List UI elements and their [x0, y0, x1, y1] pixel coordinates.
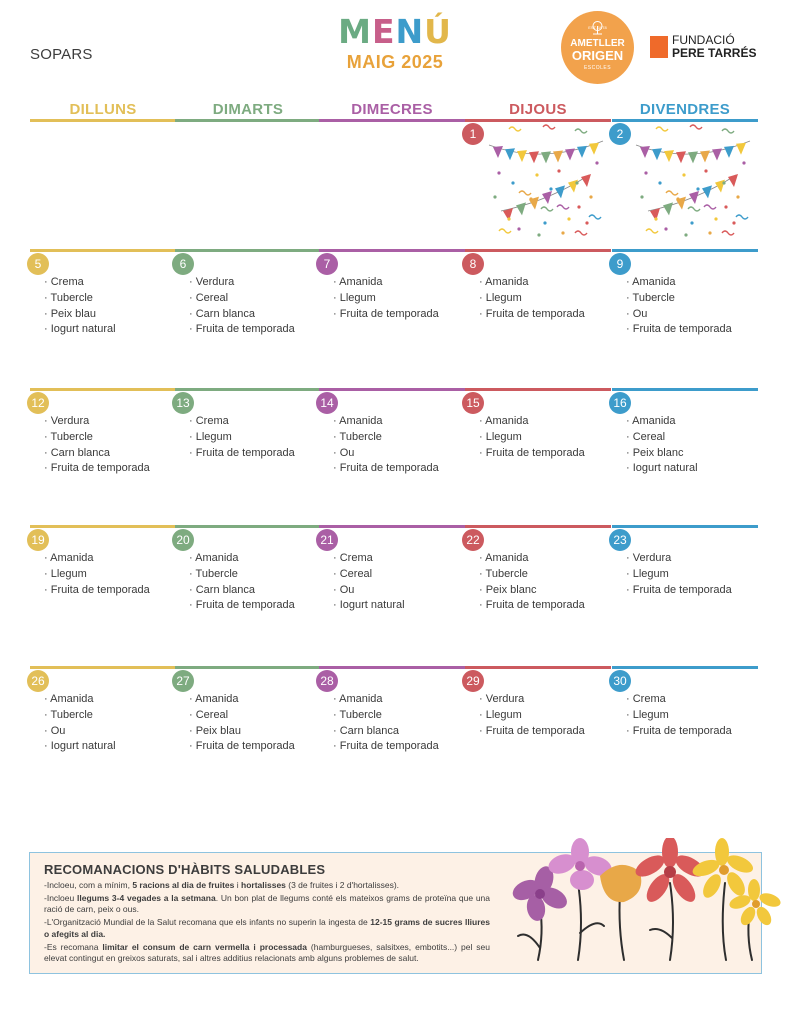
menu-item: · Amanida	[333, 276, 383, 288]
menu-item: · Verdura	[626, 552, 672, 564]
week-divider	[319, 119, 465, 122]
menu-item: · Amanida	[626, 415, 676, 427]
menu-item: · Crema	[626, 693, 666, 705]
menu-item: · Iogurt natural	[44, 323, 116, 336]
menu-title	[300, 14, 490, 50]
menu-item: · Fruita de temporada	[189, 599, 295, 612]
fpt-text	[672, 34, 756, 60]
recommendation-item	[44, 880, 490, 891]
flowers-illustration	[500, 838, 784, 966]
menu-item: · Amanida	[479, 415, 529, 427]
menu-items	[333, 551, 405, 614]
page-label: SOPARS	[30, 46, 93, 63]
menu-item: · Ou	[333, 446, 355, 459]
menu-items	[189, 692, 295, 755]
menu-item: · Amanida	[189, 693, 239, 705]
menu-items	[44, 692, 116, 755]
week-divider	[612, 525, 758, 528]
menu-items	[189, 551, 295, 614]
title-letter: E	[371, 12, 396, 51]
menu-item: · Fruita de temporada	[44, 583, 150, 596]
logo-line2: ORIGEN	[571, 48, 624, 63]
day-number: 15	[462, 392, 484, 414]
recommendation-text: -Es recomana	[44, 941, 103, 952]
title-letter: M	[338, 12, 372, 51]
menu-item: · Cereal	[333, 567, 373, 580]
menu-item: · Fruita de temporada	[479, 446, 585, 459]
day-number: 7	[316, 253, 338, 275]
menu-item: · Amanida	[626, 276, 676, 288]
menu-item: · Llegum	[189, 430, 232, 443]
recommendation-item	[44, 917, 490, 940]
menu-item: · Peix blanc	[626, 446, 684, 459]
menu-item: · Llegum	[479, 430, 522, 443]
menu-items	[44, 414, 150, 477]
menu-item: · Ou	[44, 724, 66, 737]
week-divider	[30, 666, 176, 669]
week-divider	[319, 666, 465, 669]
menu-items	[44, 275, 116, 338]
menu-item: · Amanida	[44, 552, 94, 564]
day-number: 5	[27, 253, 49, 275]
day-number: 9	[609, 253, 631, 275]
menu-item: · Fruita de temporada	[626, 724, 732, 737]
menu-item: · Amanida	[479, 552, 529, 564]
menu-items	[626, 275, 732, 338]
menu-item: · Fruita de temporada	[333, 307, 439, 320]
menu-items	[333, 692, 439, 755]
recommendations-text	[44, 880, 490, 966]
menu-items	[479, 692, 585, 739]
logo-est: EST. 1978	[588, 25, 607, 30]
day-number: 13	[172, 392, 194, 414]
day-number: 27	[172, 670, 194, 692]
menu-item: · Carn blanca	[333, 724, 400, 737]
week-divider	[612, 666, 758, 669]
menu-items	[626, 692, 732, 739]
menu-item: · Tubercle	[44, 291, 93, 304]
menu-item: · Peix blau	[189, 724, 241, 737]
menu-items	[479, 551, 585, 614]
menu-item: · Carn blanca	[189, 583, 256, 596]
menu-item: · Fruita de temporada	[479, 599, 585, 612]
menu-item: · Peix blau	[44, 307, 96, 320]
recommendation-emphasis: hortalisses	[241, 880, 286, 890]
day-number: 14	[316, 392, 338, 414]
menu-item: · Amanida	[333, 693, 383, 705]
week-divider	[30, 119, 176, 122]
logo-line1: AMETLLER	[570, 38, 625, 49]
menu-item: · Crema	[189, 415, 229, 427]
menu-items	[479, 275, 585, 322]
day-number: 16	[609, 392, 631, 414]
celebration-bunting-icon	[626, 123, 754, 246]
day-number: 29	[462, 670, 484, 692]
menu-item: · Fruita de temporada	[333, 740, 439, 753]
menu-item: · Ou	[626, 307, 648, 320]
week-divider	[30, 388, 176, 391]
menu-items	[189, 414, 295, 461]
recommendation-text: . Un bon plat de llegums conté els mateixos grams de proteïna que una ració de carn, peix o ous.	[44, 892, 491, 915]
week-divider	[612, 249, 758, 252]
week-divider	[612, 119, 758, 122]
menu-item: · Amanida	[189, 552, 239, 564]
week-divider	[465, 119, 611, 122]
fpt-line1: FUNDACIÓ	[672, 33, 735, 47]
menu-item: · Verdura	[189, 276, 235, 288]
week-divider	[175, 249, 321, 252]
recommendation-text: (3 de fruites i 2 d'hortalisses).	[285, 880, 400, 890]
recommendations-title: RECOMANACIONS D'HÀBITS SALUDABLES	[44, 862, 326, 877]
logo-line3: ESCOLES	[583, 65, 612, 71]
day-header-dimarts: DIMARTS	[212, 101, 284, 118]
fpt-line2: PERE TARRÉS	[672, 46, 757, 60]
day-number: 12	[27, 392, 49, 414]
day-number: 1	[462, 123, 484, 145]
menu-item: · Fruita de temporada	[189, 446, 295, 459]
day-number: 30	[609, 670, 631, 692]
week-divider	[175, 119, 321, 122]
menu-items	[333, 414, 439, 477]
recommendation-text: -Incloeu, com a mínim,	[44, 880, 133, 890]
menu-item: · Fruita de temporada	[189, 740, 295, 753]
week-divider	[465, 666, 611, 669]
month-title: MAIG 2025	[346, 52, 444, 72]
menu-item: · Cereal	[189, 708, 229, 721]
menu-item: · Tubercle	[333, 708, 382, 721]
menu-item: · Fruita de temporada	[479, 724, 585, 737]
menu-item: · Peix blanc	[479, 583, 537, 596]
week-divider	[319, 388, 465, 391]
menu-items	[626, 414, 698, 477]
fpt-square-icon	[650, 36, 668, 58]
day-number: 22	[462, 529, 484, 551]
menu-item: · Tubercle	[189, 567, 238, 580]
week-divider	[175, 666, 321, 669]
day-header-dijous: DIJOUS	[509, 101, 567, 118]
recommendation-item	[44, 942, 490, 965]
celebration-bunting-icon	[479, 123, 607, 246]
recommendation-emphasis: llegums 3-4 vegades a la setmana	[77, 892, 216, 903]
day-number: 26	[27, 670, 49, 692]
menu-items	[626, 551, 732, 598]
day-number: 21	[316, 529, 338, 551]
day-number: 20	[172, 529, 194, 551]
week-divider	[465, 388, 611, 391]
menu-item: · Tubercle	[44, 708, 93, 721]
menu-items	[479, 414, 585, 461]
menu-items	[44, 551, 150, 598]
day-number: 28	[316, 670, 338, 692]
ametller-origen-logo	[561, 11, 634, 84]
menu-item: · Crema	[44, 276, 84, 288]
menu-item: · Carn blanca	[189, 307, 256, 320]
week-divider	[30, 249, 176, 252]
recommendation-text: -L'Organització Mundial de la Salut recomana que els infants no superin la ingesta de	[44, 917, 371, 928]
menu-item: · Ou	[333, 583, 355, 596]
menu-item: · Amanida	[333, 415, 383, 427]
day-header-dimecres: DIMECRES	[351, 101, 433, 118]
week-divider	[30, 525, 176, 528]
menu-item: · Llegum	[479, 291, 522, 304]
menu-item: · Carn blanca	[44, 446, 111, 459]
week-divider	[319, 525, 465, 528]
day-header-dilluns: DILLUNS	[69, 101, 137, 118]
menu-items	[333, 275, 439, 322]
menu-item: · Llegum	[333, 291, 376, 304]
day-number: 6	[172, 253, 194, 275]
menu-item: · Llegum	[479, 708, 522, 721]
menu-item: · Tubercle	[479, 567, 528, 580]
menu-item: · Fruita de temporada	[479, 307, 585, 320]
week-divider	[175, 388, 321, 391]
recommendation-item	[44, 893, 490, 916]
week-divider	[175, 525, 321, 528]
recommendation-emphasis: 12-15 grams de sucres lliures o afegits al dia.	[44, 917, 490, 939]
menu-item: · Tubercle	[44, 430, 93, 443]
week-divider	[612, 388, 758, 391]
day-number: 23	[609, 529, 631, 551]
menu-item: · Verdura	[44, 415, 90, 427]
menu-item: · Tubercle	[333, 430, 382, 443]
menu-items	[189, 275, 295, 338]
recommendation-text: i	[234, 880, 242, 890]
menu-item: · Iogurt natural	[333, 599, 405, 612]
week-divider	[465, 525, 611, 528]
menu-item: · Llegum	[626, 708, 669, 721]
recommendation-emphasis: limitar el consum de carn vermella i processada	[102, 941, 307, 952]
recommendation-emphasis: 5 racions al dia de fruites	[132, 880, 235, 890]
menu-item: · Cereal	[189, 291, 229, 304]
menu-item: · Llegum	[626, 567, 669, 580]
menu-item: · Iogurt natural	[44, 740, 116, 753]
menu-item: · Fruita de temporada	[626, 323, 732, 336]
day-number: 8	[462, 253, 484, 275]
week-divider	[319, 249, 465, 252]
week-divider	[465, 249, 611, 252]
day-header-divendres: DIVENDRES	[639, 101, 731, 118]
menu-item: · Amanida	[44, 693, 94, 705]
title-letter: Ú	[424, 12, 452, 51]
recommendation-text: -Incloeu	[44, 892, 78, 903]
menu-item: · Fruita de temporada	[44, 462, 150, 475]
menu-item: · Tubercle	[626, 291, 675, 304]
menu-item: · Fruita de temporada	[333, 462, 439, 475]
title-letter: N	[395, 12, 425, 51]
menu-item: · Cereal	[626, 430, 666, 443]
menu-item: · Llegum	[44, 567, 87, 580]
day-number: 2	[609, 123, 631, 145]
recommendation-text: (hamburgueses, salsitxes, embotits...) pel seu elevat contingut en greixos saturats, sal i altres additius relacionats amb alguns problemes de salut.	[44, 941, 491, 963]
menu-item: · Crema	[333, 552, 373, 564]
menu-item: · Amanida	[479, 276, 529, 288]
title-block	[300, 14, 490, 73]
day-number: 19	[27, 529, 49, 551]
menu-item: · Fruita de temporada	[626, 583, 732, 596]
menu-item: · Verdura	[479, 693, 525, 705]
menu-item: · Iogurt natural	[626, 462, 698, 475]
menu-item: · Fruita de temporada	[189, 323, 295, 336]
